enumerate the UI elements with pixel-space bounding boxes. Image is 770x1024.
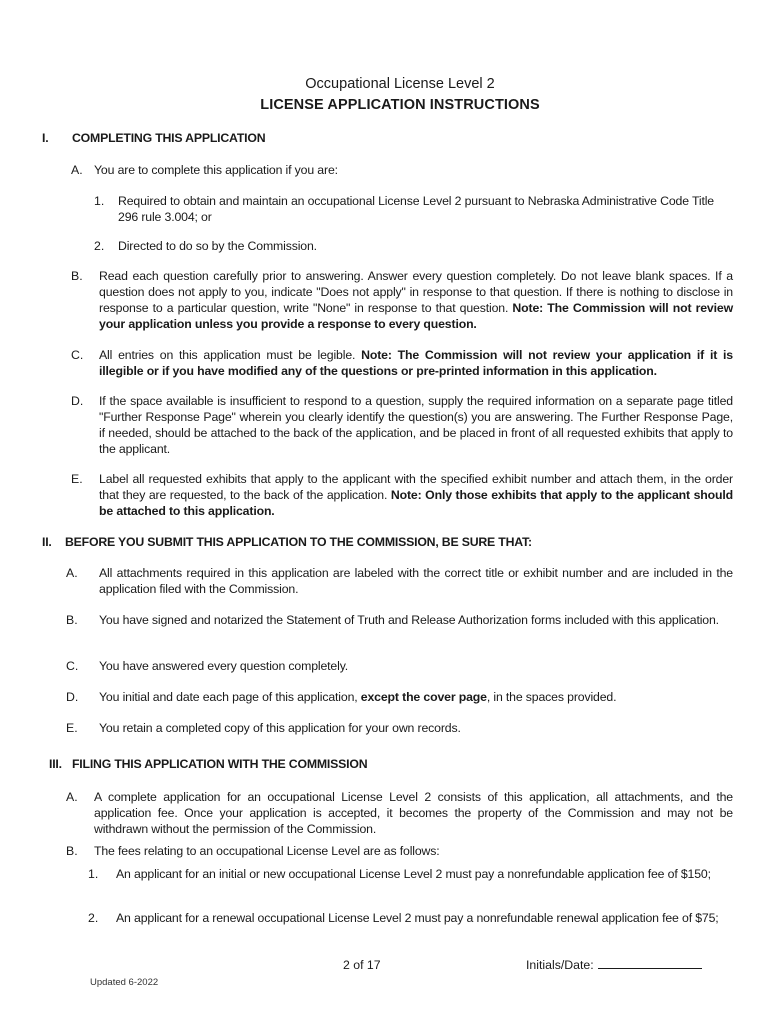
item-1a1-label: 1. <box>94 194 105 208</box>
item-1c-label: C. <box>71 348 84 362</box>
item-2d-emphasis: except the cover page <box>360 690 487 704</box>
item-3b-text: The fees relating to an occupational License Level are as follows: <box>94 844 440 858</box>
item-1b-note: Note: The Commission will not review your application unless you provide a response to every question. <box>99 301 733 331</box>
section-1-heading: COMPLETING THIS APPLICATION <box>72 131 266 145</box>
section-3-number: III. <box>49 757 62 771</box>
item-1d-label: D. <box>71 394 84 408</box>
item-1b-text: Read each question carefully prior to answering. Answer every question completely. Do not leave blank spaces. If a question does not apply to you, indicate "Does not apply" in response to that question. If there is nothing to disclose in response to a particular question, write "None" in response to that question. Note: The Commission will not review your application unless you provide a response to every question. <box>99 269 733 331</box>
item-2e-text: You retain a completed copy of this application for your own records. <box>99 721 461 735</box>
item-1a-label: A. <box>71 163 83 177</box>
item-2e-label: E. <box>66 721 78 735</box>
item-3b1-text: An applicant for an initial or new occupational License Level 2 must pay a nonrefundable application fee of $150; <box>116 867 711 881</box>
item-1b-label: B. <box>71 269 83 283</box>
item-2a-label: A. <box>66 566 78 580</box>
item-2d-label: D. <box>66 690 79 704</box>
item-3b2-text: An applicant for a renewal occupational License Level 2 must pay a nonrefundable renewal application fee of $75; <box>116 911 719 925</box>
item-1e-label: E. <box>71 472 83 486</box>
item-1d-text: If the space available is insufficient to respond to a question, supply the required information on a separate page titled "Further Response Page" wherein you clearly identify the question(s) you are answering. The Further Response Page, if needed, should be attached to the back of the application, and be placed in front of all requested exhibits that apply to the applicant. <box>99 394 733 456</box>
section-2-number: II. <box>42 535 52 549</box>
item-1a2-text: Directed to do so by the Commission. <box>118 239 317 253</box>
item-3b2-label: 2. <box>88 911 99 925</box>
item-2b-label: B. <box>66 613 78 627</box>
item-3b-label: B. <box>66 844 78 858</box>
initials-date-field <box>526 958 702 972</box>
item-1e-note: Note: Only those exhibits that apply to the applicant should be attached to this application. <box>99 488 733 518</box>
section-2-heading: BEFORE YOU SUBMIT THIS APPLICATION TO THE COMMISSION, BE SURE THAT: <box>65 535 532 549</box>
document-title: Occupational License Level 2 <box>305 76 495 92</box>
item-1c-note: Note: The Commission will not review your application if it is illegible or if you have modified any of the questions or pre-printed information in this application. <box>99 348 733 378</box>
initials-signature-line <box>598 967 702 969</box>
updated-date: Updated 6-2022 <box>90 977 159 988</box>
initials-date-label: Initials/Date: <box>526 958 594 972</box>
page-number: 2 of 17 <box>343 958 381 972</box>
item-3a-text: A complete application for an occupational License Level 2 consists of this application, all attachments, and the application fee. Once your application is accepted, it becomes the property of the Commission and may not be withdrawn without the permission of the Commission. <box>94 790 733 836</box>
item-2d-text: You initial and date each page of this application, except the cover page, in the spaces provided. <box>99 690 617 704</box>
item-3b1-label: 1. <box>88 867 99 881</box>
item-1e-text: Label all requested exhibits that apply to the applicant with the specified exhibit number and attach them, in the order that they are requested, to the back of the application. Note: Only those exhibits that apply to the applicant should be attached to this application. <box>99 472 733 518</box>
item-2c-text: You have answered every question completely. <box>99 659 349 673</box>
item-1c-text: All entries on this application must be legible. Note: The Commission will not review your application if it is illegible or if you have modified any of the questions or pre-printed information in this application. <box>99 348 733 378</box>
document-subtitle: LICENSE APPLICATION INSTRUCTIONS <box>260 97 540 113</box>
item-3a-label: A. <box>66 790 78 804</box>
item-1a1-text: Required to obtain and maintain an occupational License Level 2 pursuant to Nebraska Administrative Code Title 296 rule 3.004; or <box>118 194 714 224</box>
item-1a-text: You are to complete this application if you are: <box>94 163 338 177</box>
item-2c-label: C. <box>66 659 79 673</box>
item-2b-text: You have signed and notarized the Statement of Truth and Release Authorization forms included with this application. <box>99 613 719 627</box>
item-2a-text: All attachments required in this application are labeled with the correct title or exhibit number and are included in the application filed with the Commission. <box>99 566 733 596</box>
section-3-heading: FILING THIS APPLICATION WITH THE COMMISSION <box>72 757 368 771</box>
section-1-number: I. <box>42 131 49 145</box>
item-1a2-label: 2. <box>94 239 105 253</box>
